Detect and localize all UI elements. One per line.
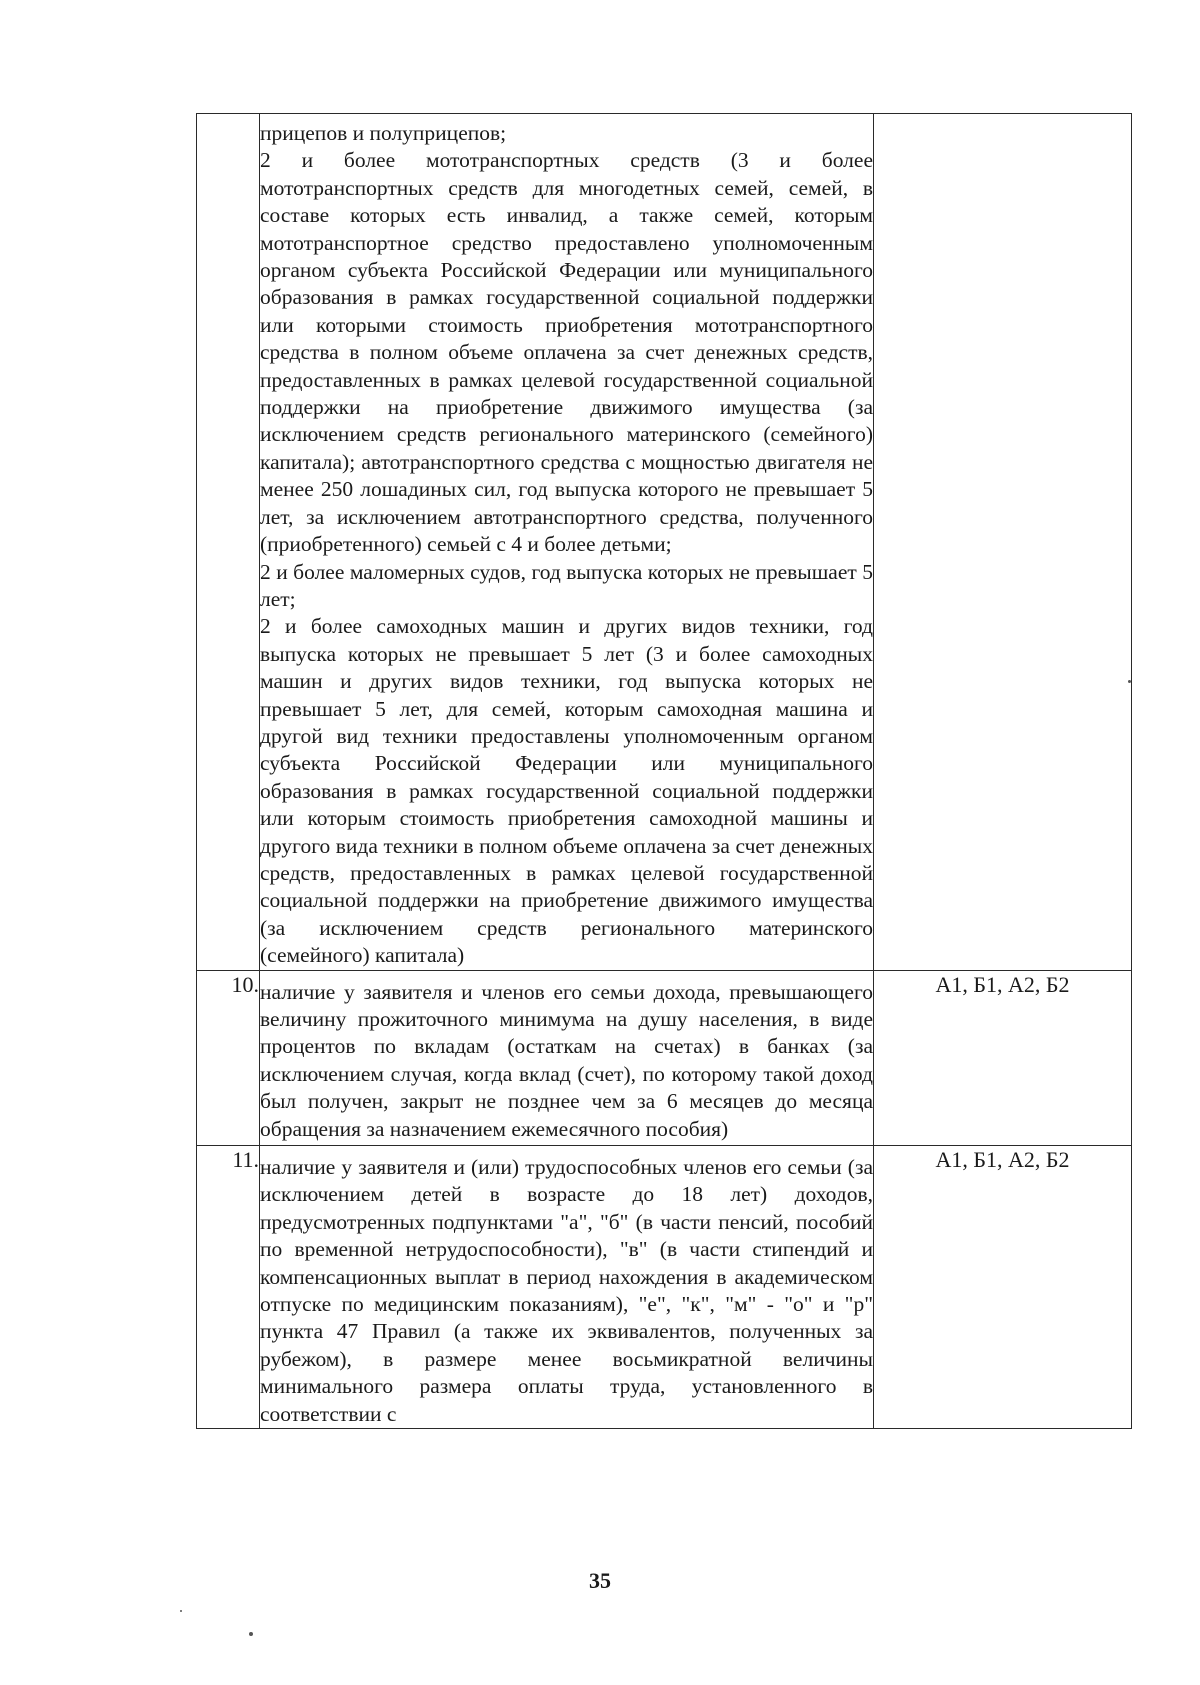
- paragraph: наличие у заявителя и членов его семьи дохода, превышающего величину прожиточного минимума на душу населения, в виде процентов по вкладам (остаткам на счетах) в банках (за исключением случая, когда вклад (счет), по которому такой доход был получен, закрыт не позднее чем за 6 месяцев до месяца обращения за назначением ежемесячного пособия): [260, 979, 873, 1141]
- row-codes: А1, Б1, А2, Б2: [874, 1146, 1132, 1429]
- row-number: [197, 114, 260, 971]
- table-row: [197, 114, 1132, 971]
- scan-speck: [180, 1610, 182, 1612]
- row-number: 10.: [197, 970, 260, 1145]
- page-number: 35: [589, 1568, 611, 1593]
- scan-speck: [249, 1632, 253, 1636]
- row-number: 11.: [197, 1146, 260, 1429]
- row-codes: [874, 114, 1132, 971]
- criteria-table: [196, 113, 1132, 1429]
- row-description: [260, 1146, 874, 1429]
- scan-speck: [1128, 680, 1131, 683]
- row-description: [260, 970, 874, 1145]
- paragraph: 2 и более самоходных машин и других видов техники, год выпуска которых не превышает 5 лет (3 и более самоходных машин и других видов техники, год выпуска которых не превышает 5 лет, для семей, которым самоходная машина и другой вид техники предоставлены уполномоченным органом субъекта Российской Федерации или муниципального образования в рамках государственной социальной поддержки или которым стоимость приобретения самоходной машины и другого вида техники в полном объеме оплачена за счет денежных средств, предоставленных в рамках целевой государственной социальной поддержки на приобретение движимого имущества (за исключением средств регионального материнского (семейного) капитала): [260, 614, 873, 968]
- table-row: [197, 1146, 1132, 1429]
- paragraph: 2 и более маломерных судов, год выпуска которых не превышает 5 лет;: [260, 559, 873, 611]
- paragraph: прицепов и полуприцепов;: [260, 121, 507, 145]
- row-description: [260, 114, 874, 971]
- row-codes: А1, Б1, А2, Б2: [874, 970, 1132, 1145]
- table-row: [197, 970, 1132, 1145]
- paragraph: наличие у заявителя и (или) трудоспособных членов его семьи (за исключением детей в возрасте до 18 лет) доходов, предусмотренных подпунктами "а", "б" (в части пенсий, пособий по временной нетрудоспособности), "в" (в части стипендий и компенсационных выплат в период нахождения в академическом отпуске по медицинским показаниям), "е", "к", "м" - "о" и "р" пункта 47 Правил (а также их эквивалентов, полученных за рубежом), в размере менее восьмикратной величины минимального размера оплаты труда, установленного в соответствии с: [260, 1155, 873, 1426]
- paragraph: 2 и более мототранспортных средств (3 и более мототранспортных средств для многодетных семей, семей, в составе которых есть инвалид, а также семей, которым мототранспортное средство предоставлено уполномоченным органом субъекта Российской Федерации или муниципального образования в рамках государственной социальной поддержки или которыми стоимость приобретения мототранспортного средства в полном объеме оплачена за счет денежных средств, предоставленных в рамках целевой государственной социальной поддержки на приобретение движимого имущества (за исключением средств регионального материнского (семейного) капитала); автотранспортного средства с мощностью двигателя не менее 250 лошадиных сил, год выпуска которого не превышает 5 лет, за исключением автотранспортного средства, полученного (приобретенного) семьей с 4 и более детьми;: [260, 148, 873, 557]
